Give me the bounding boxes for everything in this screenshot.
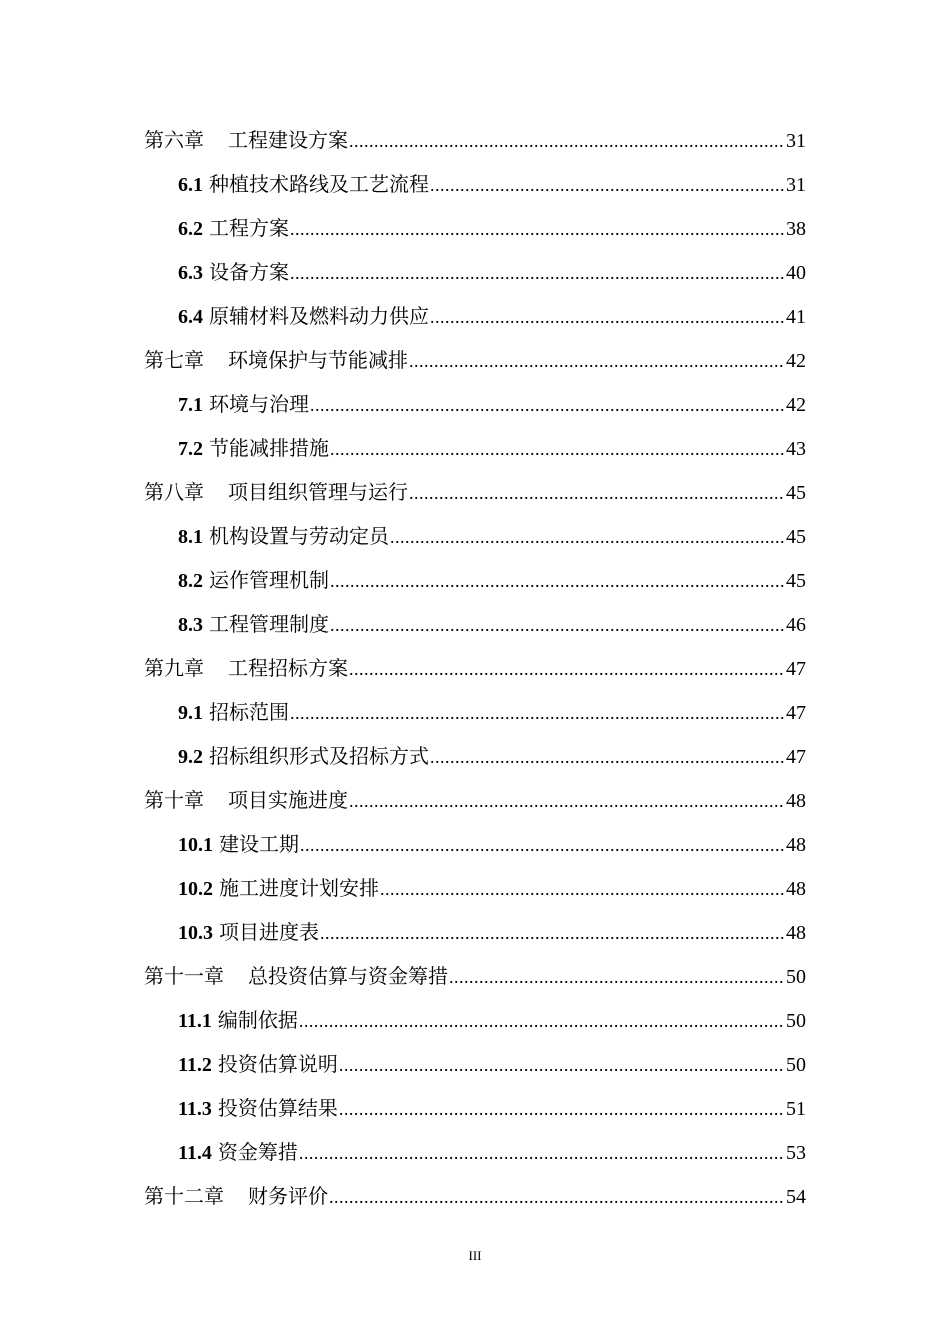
page-number: 41 — [786, 306, 806, 328]
toc-section-entry[interactable] — [0, 734, 950, 778]
entry-title: 工程招标方案 — [228, 658, 348, 680]
entry-title: 招标组织形式及招标方式 — [209, 746, 429, 768]
page-number: 31 — [786, 174, 806, 196]
entry-title: 投资估算说明 — [217, 1054, 338, 1076]
chapter-label: 第十二章 — [144, 1186, 224, 1208]
section-number: 8.1 — [178, 526, 203, 548]
section-number: 11.1 — [178, 1010, 212, 1032]
entry-title: 项目进度表 — [219, 922, 319, 944]
dot-leader — [290, 260, 785, 286]
chapter-label: 第七章 — [144, 350, 204, 372]
toc-section-entry[interactable] — [0, 514, 950, 558]
entry-title: 财务评价 — [248, 1186, 328, 1208]
dot-leader — [300, 832, 785, 858]
toc-chapter-entry[interactable] — [0, 646, 950, 690]
section-number: 6.4 — [178, 306, 203, 328]
entry-title: 环境与治理 — [209, 394, 309, 416]
section-number: 10.3 — [178, 922, 213, 944]
entry-title: 机构设置与劳动定员 — [209, 526, 389, 548]
page-number: 47 — [786, 658, 806, 680]
entry-title: 节能减排措施 — [209, 438, 329, 460]
page-number: 47 — [786, 746, 806, 768]
entry-title: 原辅材料及燃料动力供应 — [209, 306, 429, 328]
page-number: 40 — [786, 262, 806, 284]
page-number: 45 — [786, 482, 806, 504]
dot-leader — [349, 128, 785, 154]
section-number: 6.3 — [178, 262, 203, 284]
page-number: 50 — [786, 1054, 806, 1076]
page-number: 53 — [786, 1142, 806, 1164]
dot-leader — [430, 172, 785, 198]
toc-section-entry[interactable] — [0, 382, 950, 426]
entry-title: 建设工期 — [219, 834, 299, 856]
toc-section-entry[interactable] — [0, 998, 950, 1042]
toc-section-entry[interactable] — [0, 206, 950, 250]
page-number: 31 — [786, 130, 806, 152]
section-number: 11.3 — [178, 1098, 212, 1120]
chapter-label: 第八章 — [144, 482, 204, 504]
page-number: 48 — [786, 922, 806, 944]
page-number: 48 — [786, 790, 806, 812]
section-number: 9.2 — [178, 746, 203, 768]
toc-section-entry[interactable] — [0, 162, 950, 206]
page-number: 51 — [786, 1098, 806, 1120]
dot-leader — [449, 964, 785, 990]
page-number: 45 — [786, 570, 806, 592]
toc-section-entry[interactable] — [0, 558, 950, 602]
section-number: 6.2 — [178, 218, 203, 240]
dot-leader — [330, 612, 785, 638]
dot-leader — [320, 920, 785, 946]
dot-leader — [310, 392, 785, 418]
entry-title: 种植技术路线及工艺流程 — [209, 174, 429, 196]
toc-section-entry[interactable] — [0, 910, 950, 954]
dot-leader — [349, 788, 785, 814]
toc-chapter-entry[interactable] — [0, 118, 950, 162]
section-number: 8.2 — [178, 570, 203, 592]
toc-section-entry[interactable] — [0, 1042, 950, 1086]
chapter-label: 第十章 — [144, 790, 204, 812]
section-number: 11.2 — [178, 1054, 212, 1076]
page-number: 42 — [786, 350, 806, 372]
page-number-footer: III — [468, 1248, 482, 1263]
dot-leader — [339, 1052, 785, 1078]
dot-leader — [349, 656, 785, 682]
page-number: 43 — [786, 438, 806, 460]
dot-leader — [330, 568, 785, 594]
toc-section-entry[interactable] — [0, 1086, 950, 1130]
dot-leader — [430, 304, 785, 330]
entry-title: 运作管理机制 — [209, 570, 329, 592]
chapter-label: 第十一章 — [144, 966, 224, 988]
toc-chapter-entry[interactable] — [0, 954, 950, 998]
entry-title: 工程管理制度 — [209, 614, 329, 636]
toc-section-entry[interactable] — [0, 602, 950, 646]
toc-section-entry[interactable] — [0, 690, 950, 734]
toc-section-entry[interactable] — [0, 1130, 950, 1174]
page-number: 47 — [786, 702, 806, 724]
section-number: 7.1 — [178, 394, 203, 416]
entry-title: 投资估算结果 — [217, 1098, 338, 1120]
toc-section-entry[interactable] — [0, 866, 950, 910]
dot-leader — [299, 1008, 785, 1034]
entry-title: 资金筹措 — [217, 1142, 298, 1164]
entry-title: 招标范围 — [209, 702, 289, 724]
dot-leader — [329, 1184, 785, 1210]
toc-chapter-entry[interactable] — [0, 1174, 950, 1218]
entry-title: 项目实施进度 — [228, 790, 348, 812]
toc-section-entry[interactable] — [0, 294, 950, 338]
entry-title: 项目组织管理与运行 — [228, 482, 408, 504]
dot-leader — [380, 876, 785, 902]
page-number: 48 — [786, 834, 806, 856]
dot-leader — [290, 700, 785, 726]
dot-leader — [290, 216, 785, 242]
entry-title: 设备方案 — [209, 262, 289, 284]
toc-section-entry[interactable] — [0, 250, 950, 294]
toc-chapter-entry[interactable] — [0, 338, 950, 382]
page-number: 50 — [786, 966, 806, 988]
entry-title: 环境保护与节能减排 — [228, 350, 408, 372]
page-number: 46 — [786, 614, 806, 636]
section-number: 9.1 — [178, 702, 203, 724]
toc-chapter-entry[interactable] — [0, 470, 950, 514]
entry-title: 施工进度计划安排 — [219, 878, 379, 900]
entry-title: 总投资估算与资金筹措 — [248, 966, 448, 988]
section-number: 11.4 — [178, 1142, 212, 1164]
dot-leader — [299, 1140, 785, 1166]
dot-leader — [330, 436, 785, 462]
page-number: 54 — [786, 1186, 806, 1208]
section-number: 7.2 — [178, 438, 203, 460]
dot-leader — [409, 480, 785, 506]
chapter-label: 第九章 — [144, 658, 204, 680]
entry-title: 工程建设方案 — [228, 130, 348, 152]
page-number: 50 — [786, 1010, 806, 1032]
dot-leader — [390, 524, 785, 550]
dot-leader — [339, 1096, 785, 1122]
toc-chapter-entry[interactable] — [0, 778, 950, 822]
dot-leader — [430, 744, 785, 770]
section-number: 6.1 — [178, 174, 203, 196]
table-of-contents — [0, 118, 950, 1218]
entry-title: 编制依据 — [217, 1010, 298, 1032]
section-number: 10.2 — [178, 878, 213, 900]
section-number: 10.1 — [178, 834, 213, 856]
toc-section-entry[interactable] — [0, 822, 950, 866]
dot-leader — [409, 348, 785, 374]
page-number: 48 — [786, 878, 806, 900]
section-number: 8.3 — [178, 614, 203, 636]
page-number: 38 — [786, 218, 806, 240]
page-number: 42 — [786, 394, 806, 416]
page-number: 45 — [786, 526, 806, 548]
entry-title: 工程方案 — [209, 218, 289, 240]
chapter-label: 第六章 — [144, 130, 204, 152]
toc-section-entry[interactable] — [0, 426, 950, 470]
